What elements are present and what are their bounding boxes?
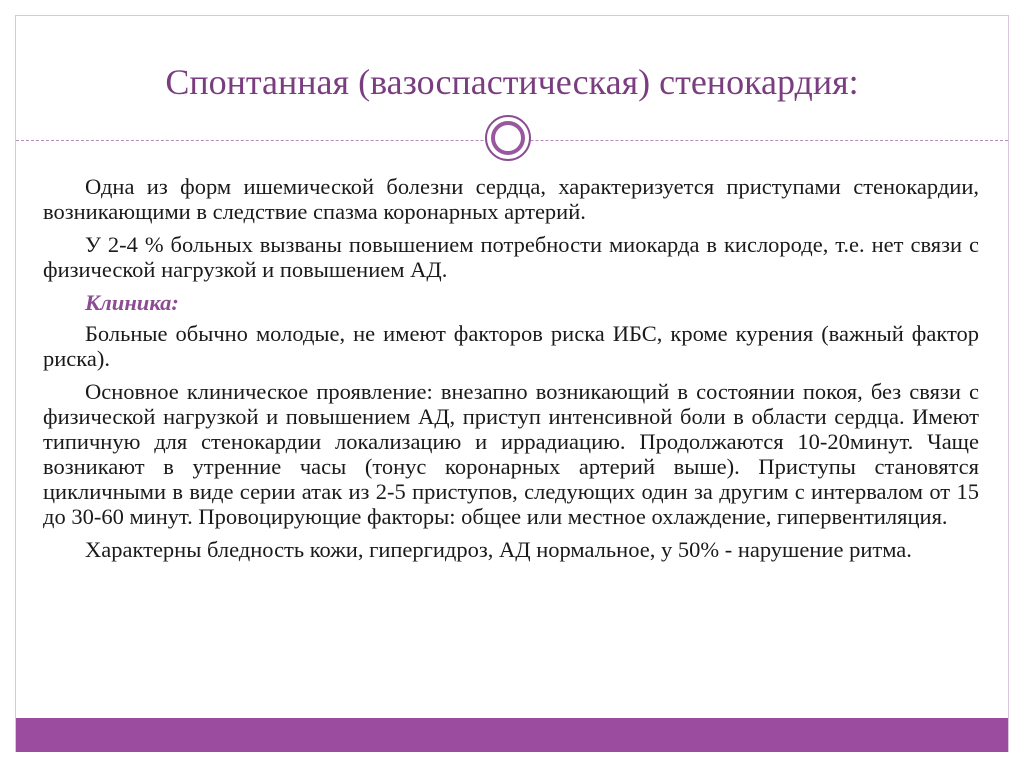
slide [15,15,1009,752]
paragraph-manifestation: Основное клиническое проявление: внезапно возникающий в состоянии покоя, без связи с физической нагрузкой и повышением АД, приступ интенсивной боли в области сердца. Имеют типичную для стенокардии локализацию и иррадиацию. Продолжаются 10-20минут. Чаще возникают в утренние часы (тонус коронарных артерий выше). Приступы становятся цикличными в виде серии атак из 2-5 приступов, следующих один за другим с интервалом от 15 до 30-60 минут. Провоцирующие факторы: общее или местное охлаждение, гипервентиляция. [43,379,979,529]
slide-title: Спонтанная (вазоспастическая) стенокардия: [165,62,859,102]
clinic-heading: Клиника: [85,290,179,315]
slide-body [43,174,979,570]
paragraph-definition: Одна из форм ишемической болезни сердца, характеризуется приступами стенокардии, возникающими в следствие спазма коронарных артерий. [43,174,979,224]
paragraph-prevalence: У 2-4 % больных вызваны повышением потребности миокарда в кислороде, т.е. нет связи с физической нагрузкой и повышением АД. [43,232,979,282]
paragraph-signs: Характерны бледность кожи, гипергидроз, АД нормальное, у 50% - нарушение ритма. [85,537,912,562]
paragraph-patients: Больные обычно молодые, не имеют факторов риска ИБС, кроме курения (важный фактор риска). [43,321,979,371]
bottom-accent-bar [16,718,1008,752]
double-ring-icon [485,115,531,161]
